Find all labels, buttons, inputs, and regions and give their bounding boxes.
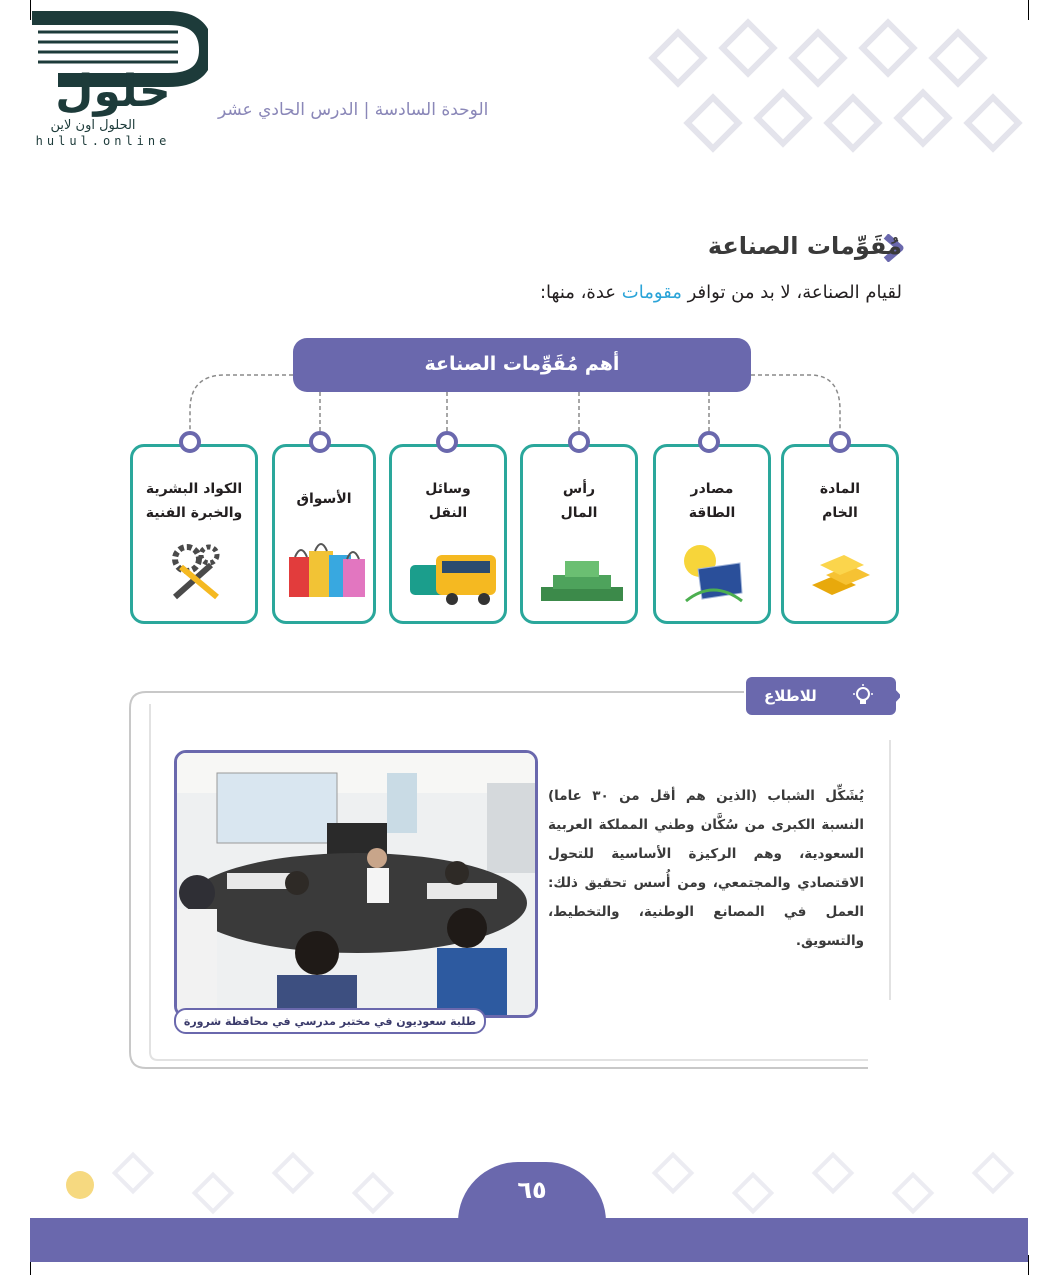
crop-mark: [1028, 1255, 1029, 1275]
connector-node: [698, 431, 720, 453]
photo-caption: طلبة سعوديون في مختبر مدرسي في محافظة شرورة: [174, 1008, 486, 1034]
page-number: ٦٥: [517, 1176, 547, 1204]
classroom-photo: [174, 750, 538, 1018]
lesson-label: الدرس الحادي عشر: [218, 100, 359, 120]
gears-tools-icon: [167, 541, 227, 603]
info-text: يُشَكِّل الشباب (الذين هم أقل من ٣٠ عاما) النسبة الكبرى من سُكَّان وطني المملكة العربية السعودية، وهم الركيزة الأساسية للتحول الاقتصادي والمجتمعي، ومن أُسس تحقيق ذلك: العمل في المصانع الوطنية، والتخطيط، والتسويق.: [548, 788, 864, 949]
logo-wordmark: حلول: [55, 66, 171, 117]
chevron-left-icon: [884, 681, 900, 711]
intro-before: لقيام الصناعة، لا بد من توافر: [681, 282, 902, 303]
money-stack-icon: [537, 557, 627, 603]
card-markets: [272, 444, 376, 624]
gold-bars-icon: [806, 545, 876, 601]
diagram-heading: أهم مُقَوِّمات الصناعة: [293, 338, 751, 392]
card-label: وسائل: [425, 481, 471, 497]
info-tag: [746, 677, 896, 715]
connector-node: [309, 431, 331, 453]
card-capital: [520, 444, 638, 624]
card-label: المادة: [819, 481, 861, 497]
breadcrumb: [218, 100, 488, 120]
breadcrumb-separator: |: [363, 100, 370, 120]
card-label: النقل: [428, 505, 468, 521]
card-label: الكواد البشرية: [145, 481, 243, 497]
connector-node: [179, 431, 201, 453]
connector-node: [436, 431, 458, 453]
connector-node: [568, 431, 590, 453]
intro-highlight: مقومات: [621, 282, 682, 303]
logo-subtitle: الحلول اون لاين: [50, 118, 136, 133]
lightbulb-icon: [850, 683, 876, 709]
card-label: المال: [560, 505, 598, 521]
shopping-bags-icon: [285, 537, 369, 603]
solar-panel-icon: [678, 539, 748, 605]
connector-node: [829, 431, 851, 453]
card-raw-material: [781, 444, 899, 624]
coin-icon: [66, 1171, 94, 1199]
logo-url: hulul.online: [35, 134, 171, 148]
card-energy: [653, 444, 771, 624]
section-title: مُقَوِّمات الصناعة: [707, 232, 902, 260]
intro-paragraph: [540, 282, 902, 303]
card-label: والخبرة الفنية: [145, 505, 243, 521]
intro-after: عدة، منها:: [539, 282, 622, 303]
logo: [18, 10, 208, 150]
card-label: الخام: [822, 505, 858, 521]
photo-image: [177, 753, 538, 1018]
card-label: الأسواق: [296, 491, 352, 507]
card-human-resources: [130, 444, 258, 624]
info-tag-label: للاطلاع: [764, 687, 817, 705]
unit-label: الوحدة السادسة: [374, 100, 489, 120]
card-label: مصادر: [690, 481, 734, 497]
card-label: رأس: [562, 481, 596, 497]
footer-bar: [30, 1218, 1028, 1262]
diamond-pattern: [620, 0, 1062, 190]
bus-icon: [406, 543, 500, 609]
card-transport: [389, 444, 507, 624]
card-label: الطاقة: [688, 505, 736, 521]
